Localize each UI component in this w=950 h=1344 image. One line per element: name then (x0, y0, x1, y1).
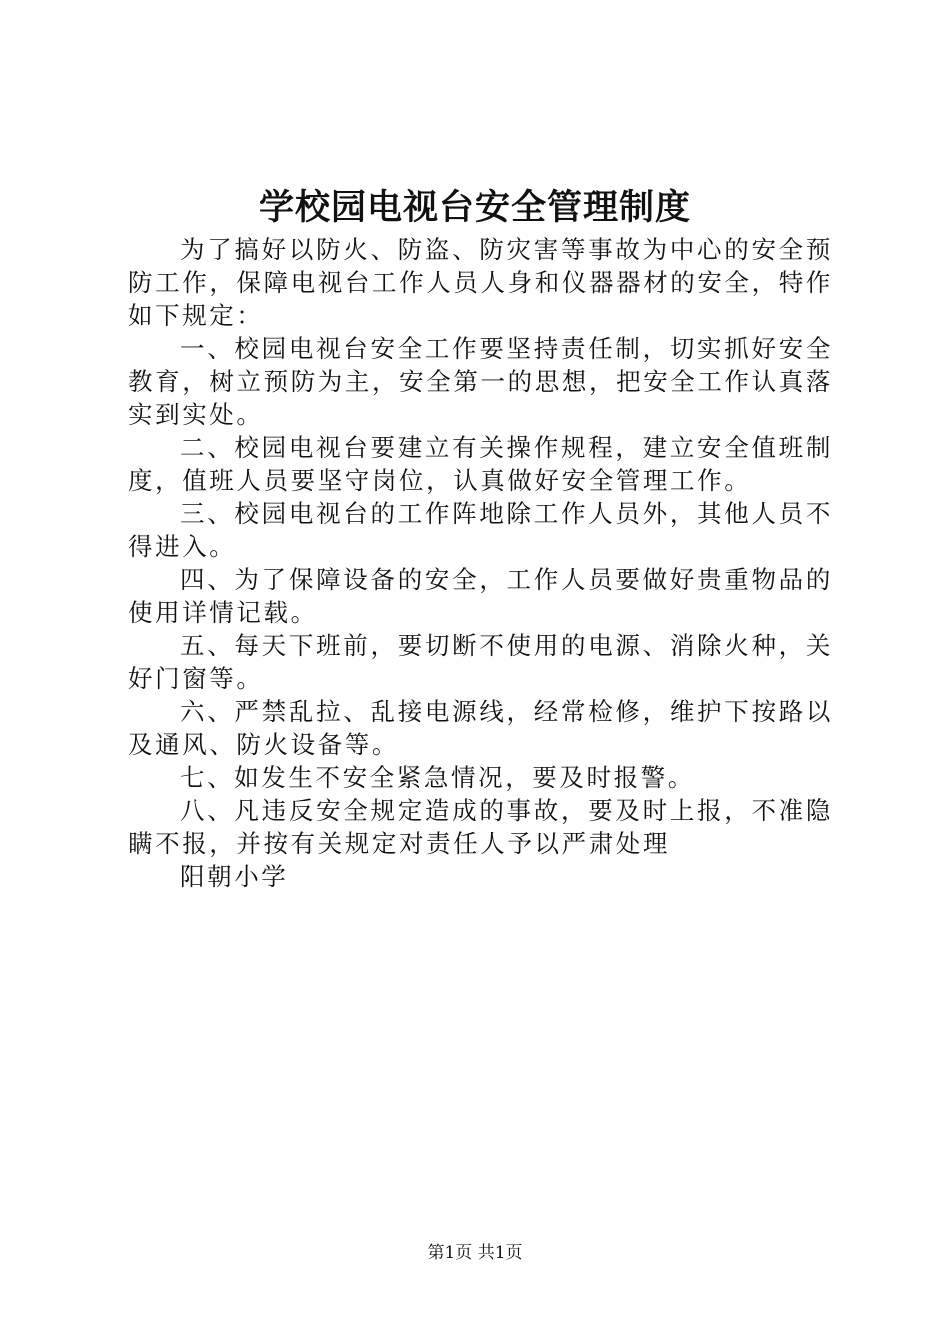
paragraph-rule-3: 三、校园电视台的工作阵地除工作人员外，其他人员不得进入。 (128, 499, 833, 561)
signature: 阳朝小学 (180, 862, 289, 891)
paragraph-rule-8: 八、凡违反安全规定造成的事故，要及时上报，不准隐瞒不报，并按有关规定对责任人予以严肃处理 (128, 796, 833, 858)
paragraph-rule-6: 六、严禁乱拉、乱接电源线，经常检修，维护下按路以及通风、防火设备等。 (128, 697, 833, 759)
document-body (128, 233, 833, 893)
paragraph-rule-7: 七、如发生不安全紧急情况，要及时报警。 (180, 763, 695, 792)
paragraph-rule-1: 一、校园电视台安全工作要坚持责任制，切实抓好安全教育，树立预防为主，安全第一的思想，把安全工作认真落实到实处。 (128, 334, 833, 429)
page-footer: 第1页 共1页 (427, 1243, 523, 1263)
document-title: 学校园电视台安全管理制度 (258, 187, 691, 228)
paragraph-rule-5: 五、每天下班前，要切断不使用的电源、消除火种，关好门窗等。 (128, 631, 833, 693)
paragraph-intro: 为了搞好以防火、防盗、防灾害等事故为中心的安全预防工作，保障电视台工作人员人身和仪器器材的安全，特作如下规定： (128, 235, 833, 330)
paragraph-rule-2: 二、校园电视台要建立有关操作规程，建立安全值班制度，值班人员要坚守岗位，认真做好安全管理工作。 (128, 433, 833, 495)
paragraph-rule-4: 四、为了保障设备的安全，工作人员要做好贵重物品的使用详情记载。 (128, 565, 833, 627)
